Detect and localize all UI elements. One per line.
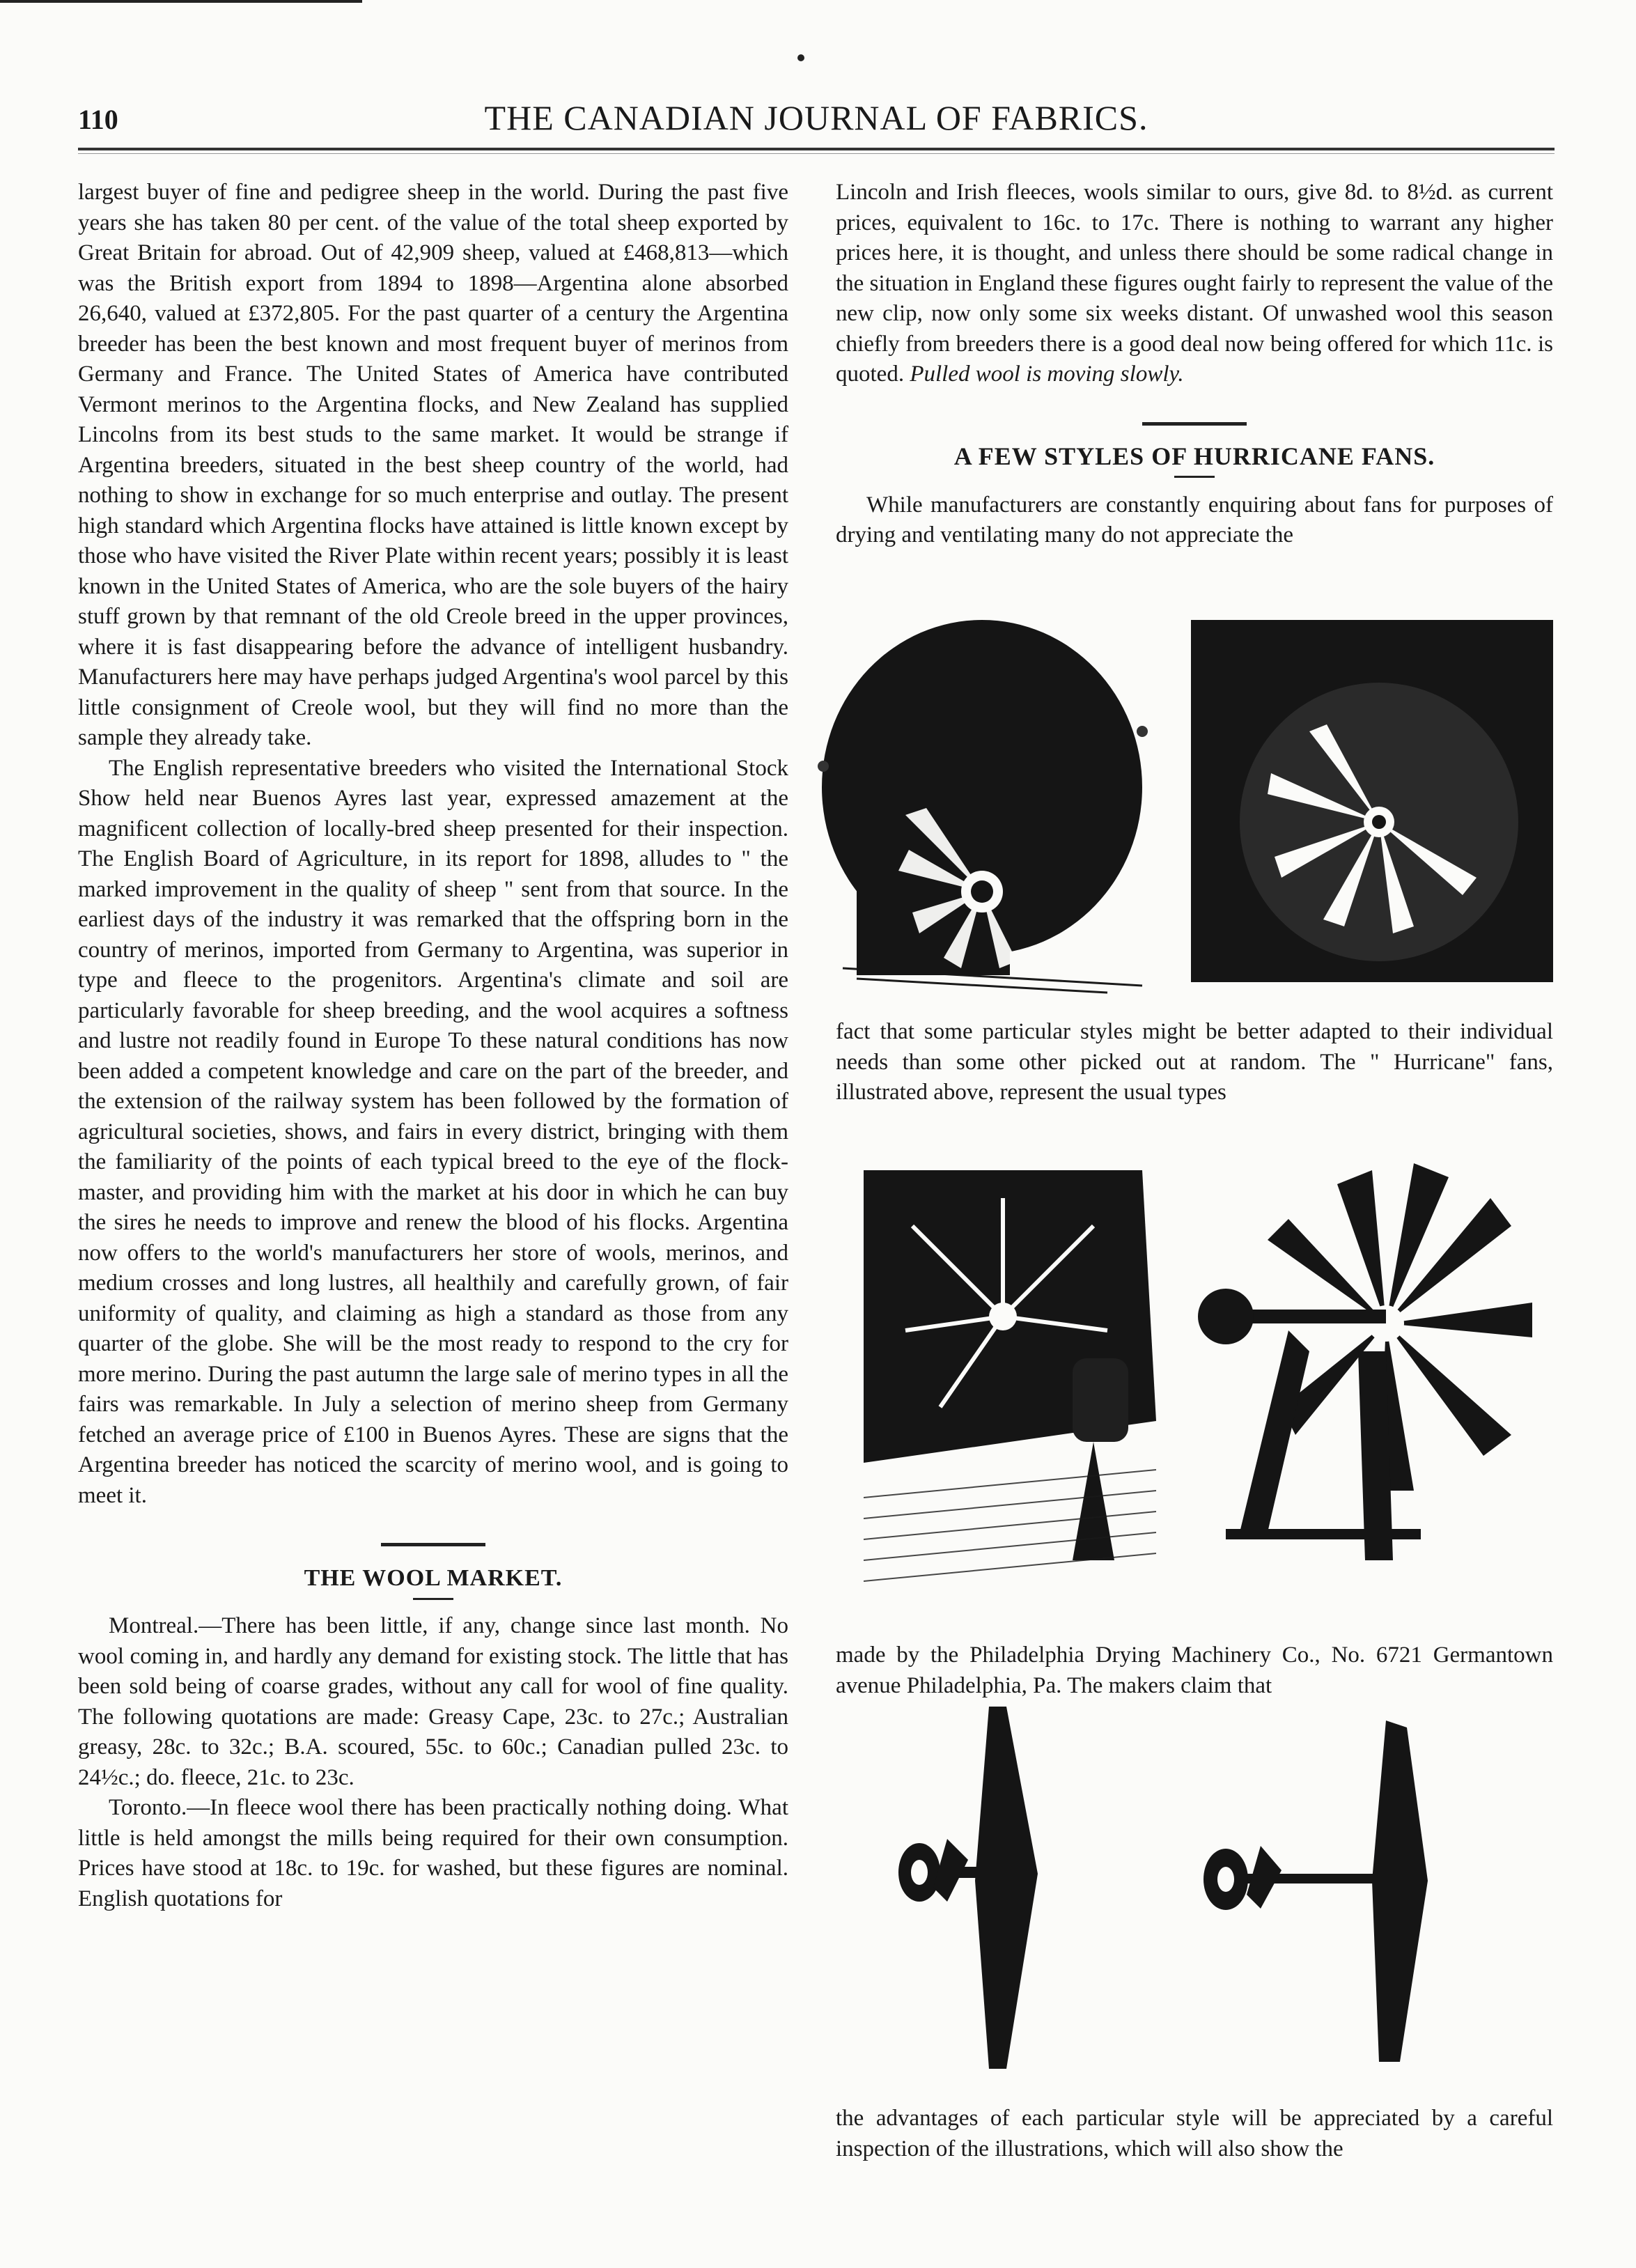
fan-figure-wall-panel (864, 1170, 1156, 1602)
pulled-wool-note: Pulled wool is moving slowly. (910, 362, 1184, 387)
page-number: 110 (78, 104, 118, 135)
header-rule (78, 148, 1555, 150)
fan-figure-square-frame (1184, 613, 1560, 989)
fans-paragraph-2: fact that some particular styles might be better adapted to their individual needs than some other picked out at random. The " Hurricane" fans, illustrated above, represent the usual types (836, 1019, 1553, 1105)
fan-figure-pedestal (815, 606, 1163, 996)
montreal-paragraph: Montreal.—There has been little, if any, change since last month. No wool coming in, and hardly any demand for existing stock. The little that has been sold being of coarse grades, without any call for wool of fine quality. The following quotations are made: Greasy Cape, 23c. to 27c.; Australian greasy, 28c. to 32c.; B.A. scoured, 55c. to 60c.; Canadian pulled 23c. to 24½c.; do. fleece, 21c. to 23c. (78, 1613, 788, 1790)
header-rule-thin (78, 153, 1555, 154)
journal-title: THE CANADIAN JOURNAL OF FABRICS. (484, 98, 1148, 137)
fans-paragraph-3: made by the Philadelphia Drying Machinery Co., No. 6721 Germantown avenue Philadelphia, Pa. The makers claim that (836, 1642, 1553, 1698)
left-column (78, 178, 788, 1914)
print-speck (797, 54, 804, 61)
argentina-paragraph-1: largest buyer of fine and pedigree sheep in the world. During the past five years she has taken 80 per cent. of the value of the total sheep exported by Great Britain for abroad. Out of 42,909 sheep, valued at £468,813—which was the British export from 1894 to 1898—Argentina alone absorbed 26,640, valued at £372,805. For the past quarter of a century the Argentina breeder has been the best known and most frequent buyer of merinos from Germany and France. The United States of America have contributed Vermont merinos to the Argentina flocks, and New Zealand has supplied Lincolns from its best studs to the same market. It would be strange if Argentina breeders, situated in the best sheep country of the world, had nothing to show in exchange for so much enterprise and outlay. The present high standard which Argentina flocks have attained is little known except by those who have visited the River Plate within recent years; possibly it is least known in the United States of America, who are the sole buyers of the hairy stuff grown by that remnant of the old Creole breed in the upper provinces, where it is fast disappearing before the advance of intelligent husbandry. Manufacturers here may have perhaps judged Argentina's wool parcel by this little consignment of Creole wool, but they will find no more than the sample they already take. (78, 180, 788, 750)
fans-text-2 (836, 1017, 1553, 1108)
argentina-paragraph-2: The English representative breeders who visited the International Stock Show held near Buenos Ayres last year, expressed amazement at the magnificent collection of locally-bred sheep presented for their inspection. The English Board of Agriculture, in its report for 1898, alludes to " the marked improvement in the quality of sheep " sent from that source. In the earliest days of the industry it was remarked that the offspring born in the country of merinos, imported from Germany to Argentina, was superior in type and fleece to the progenitors. Argentina's climate and soil are particularly favorable for sheep breeding, and the wool acquires a softness and lustre not readily found in Europe To these natural conditions has now been added a competent knowledge and care on the part of the breeder, and the extension of the railway system has been followed by the formation of agricultural societies, shows, and fairs in every district, bringing with them the familiarity of the points of each typical breed to the eye of the flock-master, and providing him with the market at his door in which he can buy the sires he needs to improve and renew the blood of his flocks. Argentina now offers to the world's manufacturers her store of wools, merinos, and medium crosses and long lustres, all healthily and carefully grown, of fair uniformity of quality, and claiming as high a standard as those from any quarter of the globe. She will be the most ready to respond to the cry for more merino. During the past autumn the large sale of merino types in all the fairs was remarkable. In July a selection of merino sheep from Germany fetched an average price of £100 in Buenos Ayres. These are signs that the Argentina breeder has noticed the scarcity of merino wool, and is going to meet it. (78, 755, 788, 1508)
right-column-top (836, 178, 1553, 551)
fans-text-4 (836, 2104, 1553, 2164)
wool-market-heading: THE WOOL MARKET. (304, 1565, 563, 1591)
fan-figure-propeller-2 (1184, 1714, 1449, 2076)
fans-heading: A FEW STYLES OF HURRICANE FANS. (953, 442, 1435, 470)
top-edge-rule (0, 0, 362, 3)
fan-figure-open-stand (1184, 1142, 1560, 1602)
toronto-paragraph: Toronto.—In fleece wool there has been practically nothing doing. What little is held amongst the mills being required for their own consumption. Prices have stood at 18c. to 19c. for washed, but these figures are nominal. English quotations for (78, 1795, 788, 1911)
wool-market-continued: Lincoln and Irish fleeces, wools similar to ours, give 8d. to 8½d. as current prices, equivalent to 16c. to 17c. There is nothing to warrant any higher prices here, it is thought, and unless there should be some radical change in the situation in England these figures ought fairly to represent the value of the new clip, now only some six weeks distant. Of unwashed wool this season chiefly from breeders there is a good deal now being offered for which 11c. is quoted. (836, 180, 1553, 387)
fans-text-3 (836, 1640, 1553, 1701)
page-header (78, 98, 1555, 146)
fans-intro: While manufacturers are constantly enquiring about fans for purposes of drying and ventilating many do not appreciate the (836, 492, 1553, 547)
fan-figure-propeller-1 (885, 1700, 1066, 2076)
fans-paragraph-4: the advantages of each particular style will be appreciated by a careful inspection of the illustrations, which will also show the (836, 2106, 1553, 2161)
